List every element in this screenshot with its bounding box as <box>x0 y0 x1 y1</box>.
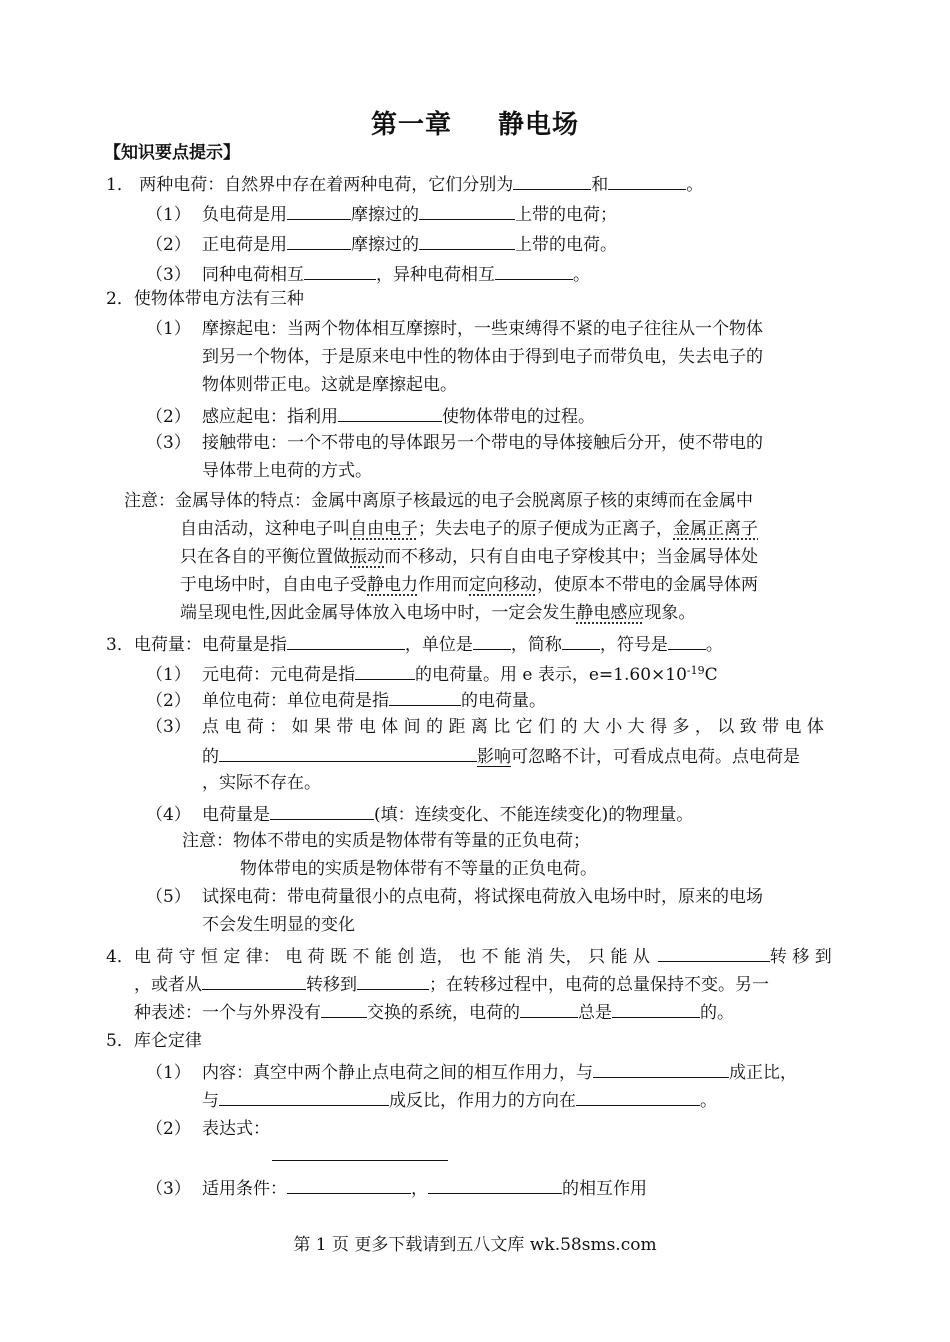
s1-item-2: （2） 正电荷是用 摩擦过的 上带的电荷。 <box>146 232 617 256</box>
s3-item-2: （2） 单位电荷：单位电荷是指 的电荷量。 <box>146 688 546 712</box>
page-footer: 第 1 页 更多下载请到五八文库 wk.58sms.com <box>293 1235 657 1255</box>
blank[interactable] <box>419 232 515 250</box>
s5-head: 5．库仑定律 <box>106 1031 202 1051</box>
blank[interactable] <box>202 972 306 990</box>
chapter-name: 静电场 <box>498 110 580 140</box>
s4-line-1: 4．电 荷 守 恒 定 律： 电 荷 既 不 能 创 造， 也 不 能 消 失， 只 能 从 转 移 到 <box>106 944 832 968</box>
s3-item-3: （3） 点 电 荷 ： 如 果 带 电 体 间 的 距 离 比 它 们 的 大 小 大 得 多 ， 以 致 带 电 体 <box>146 717 824 737</box>
s3-item-4: （4） 电荷量是 (填：连续变化、不能连续变化)的物理量。 <box>146 802 693 826</box>
s2-item-2: （2） 感应起电：指利用 使物体带电的过程。 <box>146 404 595 428</box>
blank[interactable] <box>428 1176 562 1194</box>
blank[interactable] <box>658 944 770 962</box>
blank[interactable] <box>419 202 515 220</box>
s3-note-1: 注意：物体不带电的实质是物体带有等量的正负电荷； <box>182 831 590 851</box>
blank[interactable] <box>612 1000 700 1018</box>
blank[interactable] <box>520 1000 578 1018</box>
s4-line-3: 种表述：一个与外界没有 交换的系统，电荷的 总是 的。 <box>134 1000 734 1024</box>
chapter-number: 第一章 <box>370 110 452 140</box>
s2-item-3-cont: 导体带上电荷的方式。 <box>202 461 372 481</box>
s2-item-1: （1） 摩擦起电：当两个物体相互摩擦时，一些束缚得不紧的电子往往从一个物体 <box>146 319 763 339</box>
blank[interactable] <box>287 232 351 250</box>
s2-note-cont: 只在各自的平衡位置做振动而不移动，只有自由电子穿梭其中；当金属导体处 <box>180 547 758 567</box>
blank[interactable] <box>495 262 573 280</box>
s5-item-3: （3） 适用条件： ， 的相互作用 <box>146 1176 647 1200</box>
blank[interactable] <box>304 262 376 280</box>
blank[interactable] <box>287 632 405 650</box>
blank[interactable] <box>513 172 591 190</box>
s3-item-5-cont: 不会发生明显的变化 <box>202 915 355 935</box>
blank[interactable] <box>357 972 429 990</box>
blank[interactable] <box>668 632 706 650</box>
blank[interactable] <box>608 172 686 190</box>
s3-item-5: （5） 试探电荷：带电荷量很小的点电荷，将试探电荷放入电场中时，原来的电场 <box>146 887 763 907</box>
s5-item-1: （1） 内容：真空中两个静止点电荷之间的相互作用力，与 成正比， <box>146 1060 797 1084</box>
blank[interactable] <box>219 744 477 762</box>
blank[interactable] <box>576 1088 700 1106</box>
s3-item-3-cont: ，实际不存在。 <box>202 773 321 793</box>
blank[interactable] <box>389 688 461 706</box>
formula-blank[interactable] <box>272 1160 448 1161</box>
chapter-title <box>0 104 950 141</box>
blank[interactable] <box>473 632 511 650</box>
s2-item-1-cont: 物体则带正电。这就是摩擦起电。 <box>202 375 457 395</box>
blank[interactable] <box>287 1176 411 1194</box>
s4-line-2: ，或者从 转移到 ；在转移过程中，电荷的总量保持不变。另一 <box>134 972 769 996</box>
blank[interactable] <box>355 662 415 680</box>
s1-item-3: （3） 同种电荷相互 ，异种电荷相互 。 <box>146 262 590 286</box>
s2-note-cont: 自由活动，这种电子叫自由电子；失去电子的原子便成为正离子，金属正离子 <box>180 519 758 539</box>
s3-item-1: （1） 元电荷：元电荷是指 的电荷量。用 e 表示，$e=1.60\times 10^{-19}C$ <box>146 664 718 685</box>
blank[interactable] <box>562 632 600 650</box>
blank[interactable] <box>321 1000 367 1018</box>
s2-note-cont: 端呈现电性,因此金属导体放入电场中时，一定会发生静电感应现象。 <box>180 603 696 623</box>
blank[interactable] <box>287 202 351 220</box>
s3-note-2: 物体带电的实质是物体带有不等量的正负电荷。 <box>240 859 597 879</box>
s5-item-1-cont: 与 成反比，作用力的方向在 。 <box>202 1088 717 1112</box>
s2-note-cont: 于电场中时，自由电子受静电力作用而定向移动，使原本不带电的金属导体两 <box>180 575 758 595</box>
s1-intro: 1． 两种电荷：自然界中存在着两种电荷，它们分别为 和 。 <box>106 172 703 196</box>
s3-head: 3．电荷量：电荷量是指 ，单位是 ，简称 ，符号是 。 <box>106 632 723 656</box>
s2-head: 2．使物体带电方法有三种 <box>106 289 304 309</box>
section-heading: 【知识要点提示】 <box>104 143 240 163</box>
blank[interactable] <box>338 404 442 422</box>
s3-item-3-cont: 的 影响可忽略不计，可看成点电荷。点电荷是 <box>202 744 800 768</box>
s2-note: 注意：金属导体的特点：金属中离原子核最远的电子会脱离原子核的束缚而在金属中 <box>124 491 753 511</box>
s5-item-2: （2） 表达式： <box>146 1119 270 1139</box>
s2-item-3: （3） 接触带电：一个不带电的导体跟另一个带电的导体接触后分开，使不带电的 <box>146 433 763 453</box>
s1-item-1: （1） 负电荷是用 摩擦过的 上带的电荷； <box>146 202 617 226</box>
blank[interactable] <box>593 1060 729 1078</box>
blank[interactable] <box>270 802 374 820</box>
blank[interactable] <box>219 1088 389 1106</box>
s2-item-1-cont: 到另一个物体，于是原来电中性的物体由于得到电子而带负电，失去电子的 <box>202 347 763 367</box>
